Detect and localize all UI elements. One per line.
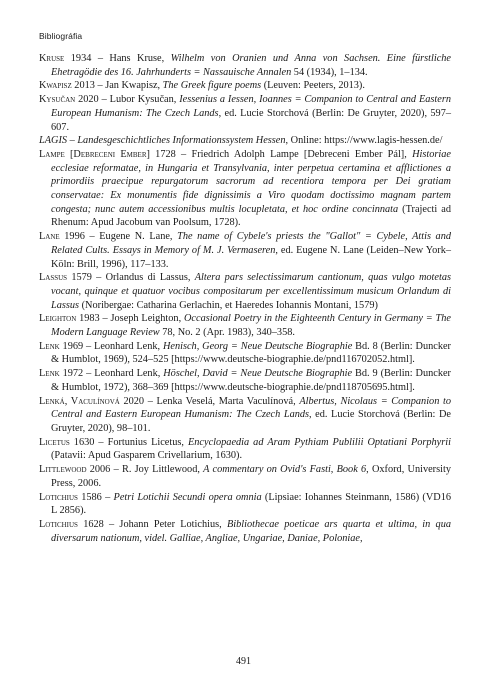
entry-key: Lenká, Vaculínová 2020 — [39, 395, 145, 407]
entry-title: Henisch, Georg = Neue Deutsche Biographie — [162, 340, 353, 352]
entry-title: Albertus, Nicolaus = Companion to Central and Eastern European Humanism: The Czech Lands — [51, 395, 452, 421]
running-head: Bibliográfia — [39, 31, 83, 41]
entry-title: Höschel, David = Neue Deutsche Biographie — [163, 368, 353, 380]
entry-details: (Leuven: Peeters, 2013). — [261, 80, 365, 92]
entry-author: – Leonhard Lenk, — [83, 340, 163, 352]
entry-details: (Lipsiae: Iohannes Steinmann, 1586) (VD16 L 2856). — [51, 491, 451, 517]
bibliography-entry — [39, 518, 451, 545]
entry-key: Lotichius 1628 — [39, 518, 104, 530]
entry-details: , Online: https://www.lagis-hessen.de/ — [285, 135, 443, 147]
entry-key: Lenk 1972 — [39, 368, 84, 380]
entry-details: (Noribergae: Catharina Gerlachin, et Haeredes Iohannis Montani, 1579) — [79, 299, 378, 311]
entry-details: Bd. 9 (Berlin: Duncker & Humblot, 1972), 368–369 [https://www.deutsche-biographie.de/pnd118705695.html]. — [51, 368, 451, 393]
entry-key: Lenk 1969 — [39, 340, 84, 352]
entry-details: (Patavii: Apud Gasparem Crivellarium, 1630). — [51, 450, 243, 462]
entry-title: Occasional Poetry in the Eighteenth Century in Germany = The Modern Language Review — [51, 313, 451, 339]
entry-title: Bibliothecae poeticae ars quarta et ultima, in qua diversarum nationum, videl. Galliae, Angliae, Ungariae, Daniae, Poloniae, — [51, 518, 451, 544]
entry-title: The Greek figure poems — [162, 80, 262, 92]
entry-author: – Friedrich Adolph Lampe [Debreceni Ember Pál], — [175, 148, 413, 160]
entry-author: – Lenka Veselá, Marta Vaculínová, — [144, 395, 300, 407]
entry-key: Lotichius 1586 — [39, 491, 102, 503]
bibliography-entry — [39, 134, 451, 148]
entry-author: – Johann Peter Lotichius, — [103, 518, 227, 530]
entry-title: LAGIS – Landesgeschichtliches Informationssystem Hessen — [39, 135, 286, 147]
bibliography-entry — [39, 340, 451, 367]
bibliography-entry — [39, 52, 451, 79]
bibliography-entry — [39, 79, 451, 93]
entry-author: – — [101, 491, 114, 503]
bibliography-entry — [39, 271, 451, 312]
entry-key: Kruse 1934 — [39, 53, 92, 64]
entry-title: The name of Cybele's priests the "Gallot" = Cybele, Attis and Related Cults. Essays in Memory of M. J. Vermaseren — [51, 231, 451, 256]
entry-title: Historiae ecclesiae reformatae, in Hungaria et Transylvania, inter perpetua certamina et afflictiones a primordiis praecipue repurgatorum sacrorum ad recentiora tempora per Dei gratiam conservatae: Ex monumentis fide dignissimis a Viro quodam doctissimo magnam partem congesta; nunc autem accessionibus multis locupletata, et hoc ordine concinnata — [51, 148, 451, 215]
entry-author: – Lubor Kysučan, — [98, 94, 180, 106]
entry-author: – Fortunius Licetus, — [94, 436, 188, 448]
entry-author: – Leonhard Lenk, — [83, 368, 164, 380]
entry-author: – R. Joy Littlewood, — [110, 464, 204, 476]
bibliography-entry — [39, 148, 451, 230]
entry-key: Littlewood 2006 — [39, 464, 111, 476]
entry-title: A commentary on Ovid's Fasti, Book 6 — [203, 464, 367, 476]
page-number: 491 — [236, 656, 251, 667]
entry-title: Petri Lotichii Secundi opera omnia — [113, 491, 262, 503]
entry-title: Iessenius a Iessen, Ioannes = Companion to Central and Eastern European Humanism: The Czech Lands — [51, 94, 452, 119]
bibliography-entry — [39, 230, 451, 271]
entry-details: , ed. Lucie Storchová (Berlin: De Gruyter, 2020), 597–607. — [51, 107, 451, 133]
bibliography-entry — [39, 463, 451, 490]
entry-details: Bd. 8 (Berlin: Duncker & Humblot, 1969), 524–525 [https://www.deutsche-biographie.de/pnd116702052.html]. — [51, 340, 451, 366]
entry-key: Kysučan 2020 — [39, 94, 99, 106]
entry-key: Kwapisz 2013 — [39, 80, 95, 92]
bibliography-entry — [39, 491, 451, 518]
entry-key: Lampe [Debreceni Ember] 1728 — [39, 148, 176, 160]
entry-details: , Oxford, University Press, 2006. — [51, 464, 451, 489]
bibliography-list — [39, 52, 451, 545]
entry-author: – Eugene N. Lane, — [84, 231, 178, 243]
entry-details: 78, No. 2 (Apr. 1983), 340–358. — [159, 327, 295, 339]
bibliography-entry — [39, 93, 451, 134]
entry-key: Lassus 1579 — [39, 272, 92, 284]
entry-details: 54 (1934), 1–134. — [291, 66, 368, 78]
entry-author: – Orlandus di Lassus, — [91, 272, 195, 284]
entry-details: , ed. Eugene N. Lane (Leiden–New York–Köln: Brill, 1996), 117–133. — [51, 244, 451, 270]
entry-details: , ed. Lucie Storchová (Berlin: De Gruyter, 2020), 98–101. — [51, 409, 451, 434]
entry-key: Licetus 1630 — [39, 436, 95, 448]
bibliography-entry — [39, 436, 451, 463]
entry-title: Encyclopaedia ad Aram Pythiam Publilii Optatiani Porphyrii — [187, 436, 451, 448]
entry-title: Altera pars selectissimarum cantionum, quas vulgo motetas vocant, quinque et quatuor vocibus compositarum per excellentissimum musicum Orlandum di Lassus — [51, 272, 451, 311]
bibliography-entry — [39, 395, 451, 436]
entry-key: Lane 1996 — [39, 231, 85, 243]
entry-author: – Hans Kruse, — [91, 53, 171, 64]
entry-key: Leighton 1983 — [39, 313, 100, 325]
bibliography-entry — [39, 312, 451, 339]
entry-author: – Jan Kwapisz, — [94, 80, 163, 92]
entry-author: – Joseph Leighton, — [99, 313, 184, 325]
bibliography-entry — [39, 367, 451, 394]
entry-title: Wilhelm von Oranien und Anna von Sachsen. Eine fürstliche Ehetragödie des 16. Jahrhunderts = Nassauische Annalen — [51, 53, 452, 78]
entry-details: (Trajecti ad Rhenum: Apud Jacobum van Poolsum, 1728). — [51, 203, 451, 229]
